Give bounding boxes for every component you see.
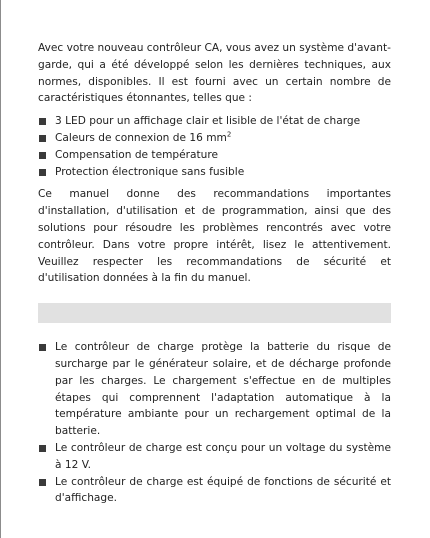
point-text: Le contrôleur de charge est conçu pour un voltage du système à 12 V. (55, 441, 391, 471)
document-page (38, 40, 391, 507)
square-bullet-icon (39, 169, 46, 176)
square-bullet-icon (39, 445, 46, 452)
point-text: Le contrôleur de charge est équipé de fonctions de sécurité et d'affichage. (55, 475, 391, 505)
point-text: Le contrôleur de charge protège la batterie du risque de surcharge par le générateur solaire, et de décharge profonde par les charges. Le chargement s'effectue en de multiples étapes qui comprennent l'adaptation automatique à la température ambiante pour un rechargement optimal de la batterie. (55, 341, 391, 438)
feature-list (38, 113, 391, 180)
feature-text: Compensation de température (55, 148, 219, 161)
list-item (38, 164, 391, 181)
list-item (38, 113, 391, 130)
description-list (38, 339, 391, 507)
list-item (38, 147, 391, 164)
feature-text: 3 LED pour un affichage clair et lisible de l'état de charge (55, 115, 361, 128)
feature-text: Caleurs de connexion de 16 mm (55, 131, 227, 144)
square-bullet-icon (39, 344, 46, 351)
list-item (38, 440, 391, 474)
list-item (38, 474, 391, 508)
list-item (38, 130, 391, 147)
feature-text: Protection électronique sans fusible (55, 165, 245, 178)
intro-paragraph: Avec votre nouveau contrôleur CA, vous avez un système d'avant-garde, qui a été développé selon les dernières techniques, aux normes, disponibles. Il est fourni avec un certain nombre de caractéristiques étonnantes, telles que : (38, 42, 391, 105)
square-bullet-icon (39, 152, 46, 159)
manual-paragraph: Ce manuel donne des recommandations importantes d'installation, d'utilisation et de programmation, ainsi que des solutions pour résoudre les problèmes rencontrés avec votre contrôleur. Dans votre propre intérêt, lisez le attentivement. Veuillez respecter les recommandations de sécurité et d'utilisation données à la fin du manuel. (38, 188, 391, 285)
square-bullet-icon (39, 479, 46, 486)
section-header-band (38, 303, 391, 323)
square-bullet-icon (39, 118, 46, 125)
square-bullet-icon (39, 135, 46, 142)
list-item (38, 339, 391, 440)
left-margin-rule (0, 0, 1, 538)
superscript-two: 2 (226, 130, 232, 139)
